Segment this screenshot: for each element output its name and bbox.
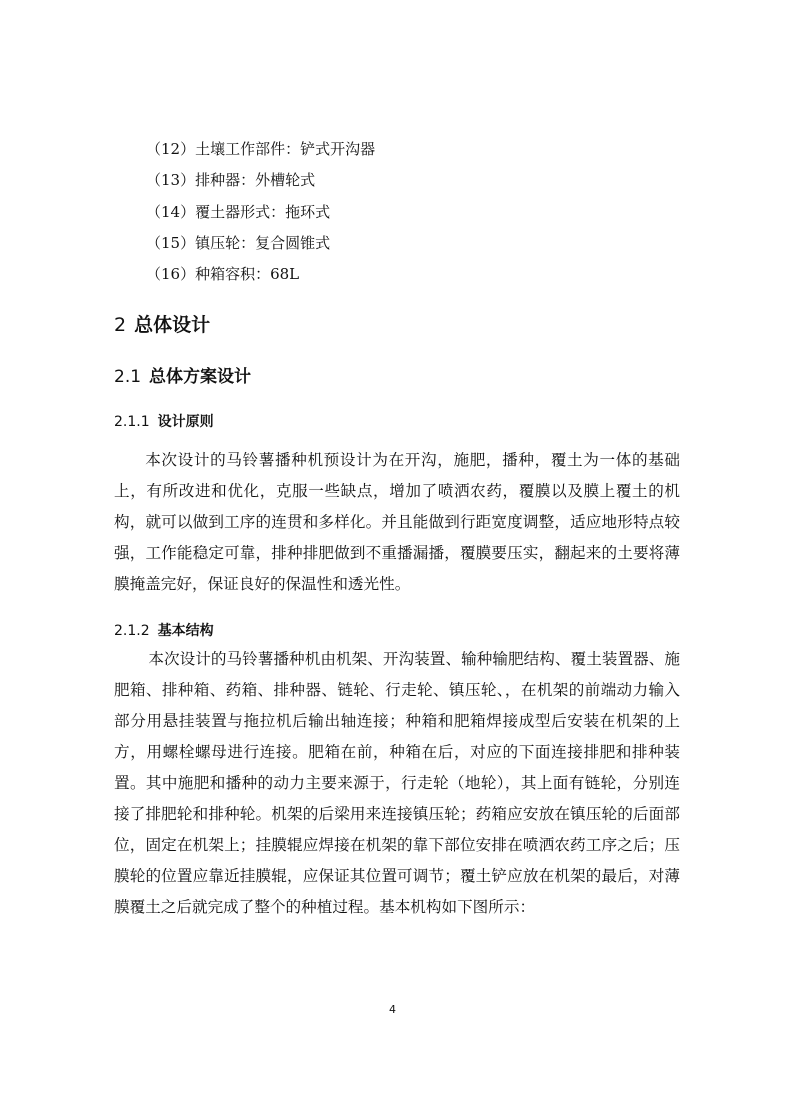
subsubsection-title: 基本结构	[157, 623, 214, 639]
basic-structure-paragraph: 本次设计的马铃薯播种机由机架、开沟装置、输种输肥结构、覆土装置器、施肥箱、排种箱、药箱、排种器、链轮、行走轮、镇压轮、，在机架的前端动力输入部分用悬挂装置与拖拉机后输出轴连接；种箱和肥箱焊接成型后安装在机架的上方，用螺栓螺母进行连接。肥箱在前，种箱在后，对应的下面连接排肥和排种装置。其中施肥和播种的动力主要来源于，行走轮（地轮），其上面有链轮，分别连接了排肥轮和排种轮。机架的后梁用来连接镇压轮；药箱应安放在镇压轮的后面部位，固定在机架上；挂膜辊应焊接在机架的靠下部位安排在喷洒农药工序之后；压膜轮的位置应靠近挂膜辊，应保证其位置可调节；覆土铲应放在机架的最后，对薄膜覆土之后就完成了整个的种植过程。基本机构如下图所示：	[114, 650, 680, 916]
subsection-number: 2.1	[114, 367, 142, 387]
section-title: 总体设计	[134, 314, 211, 336]
design-principle-paragraph: 本次设计的马铃薯播种机预设计为在开沟，施肥，播种，覆土为一体的基础上，有所改进和优化，克服一些缺点，增加了喷洒农药，覆膜以及膜上覆土的机构，就可以做到工序的连贯和多样化。并且能做到行距宽度调整，适应地形特点较强，工作能稳定可靠，排种排肥做到不重播漏播，覆膜要压实，翻起来的土要将薄膜掩盖完好，保证良好的保温性和透光性。	[114, 451, 680, 593]
spec-item: （16）种箱容积：68L	[146, 265, 300, 283]
spec-item: （15）镇压轮：复合圆锥式	[146, 234, 331, 252]
spec-item: （12）土壤工作部件：铲式开沟器	[146, 140, 376, 158]
subsubsection-title: 设计原则	[157, 414, 214, 430]
subsection-title: 总体方案设计	[149, 367, 252, 387]
section-number: 2	[114, 314, 127, 336]
subsection-heading	[114, 362, 251, 387]
spec-item: （13）排种器：外槽轮式	[146, 171, 316, 189]
subsubsection-number: 2.1.1	[114, 414, 150, 430]
subsubsection-heading	[114, 620, 214, 640]
section-heading	[114, 310, 210, 337]
subsubsection-number: 2.1.2	[114, 623, 150, 639]
spec-item: （14）覆土器形式：拖环式	[146, 203, 331, 221]
subsubsection-heading	[114, 411, 214, 431]
page-number: 4	[389, 1003, 396, 1016]
